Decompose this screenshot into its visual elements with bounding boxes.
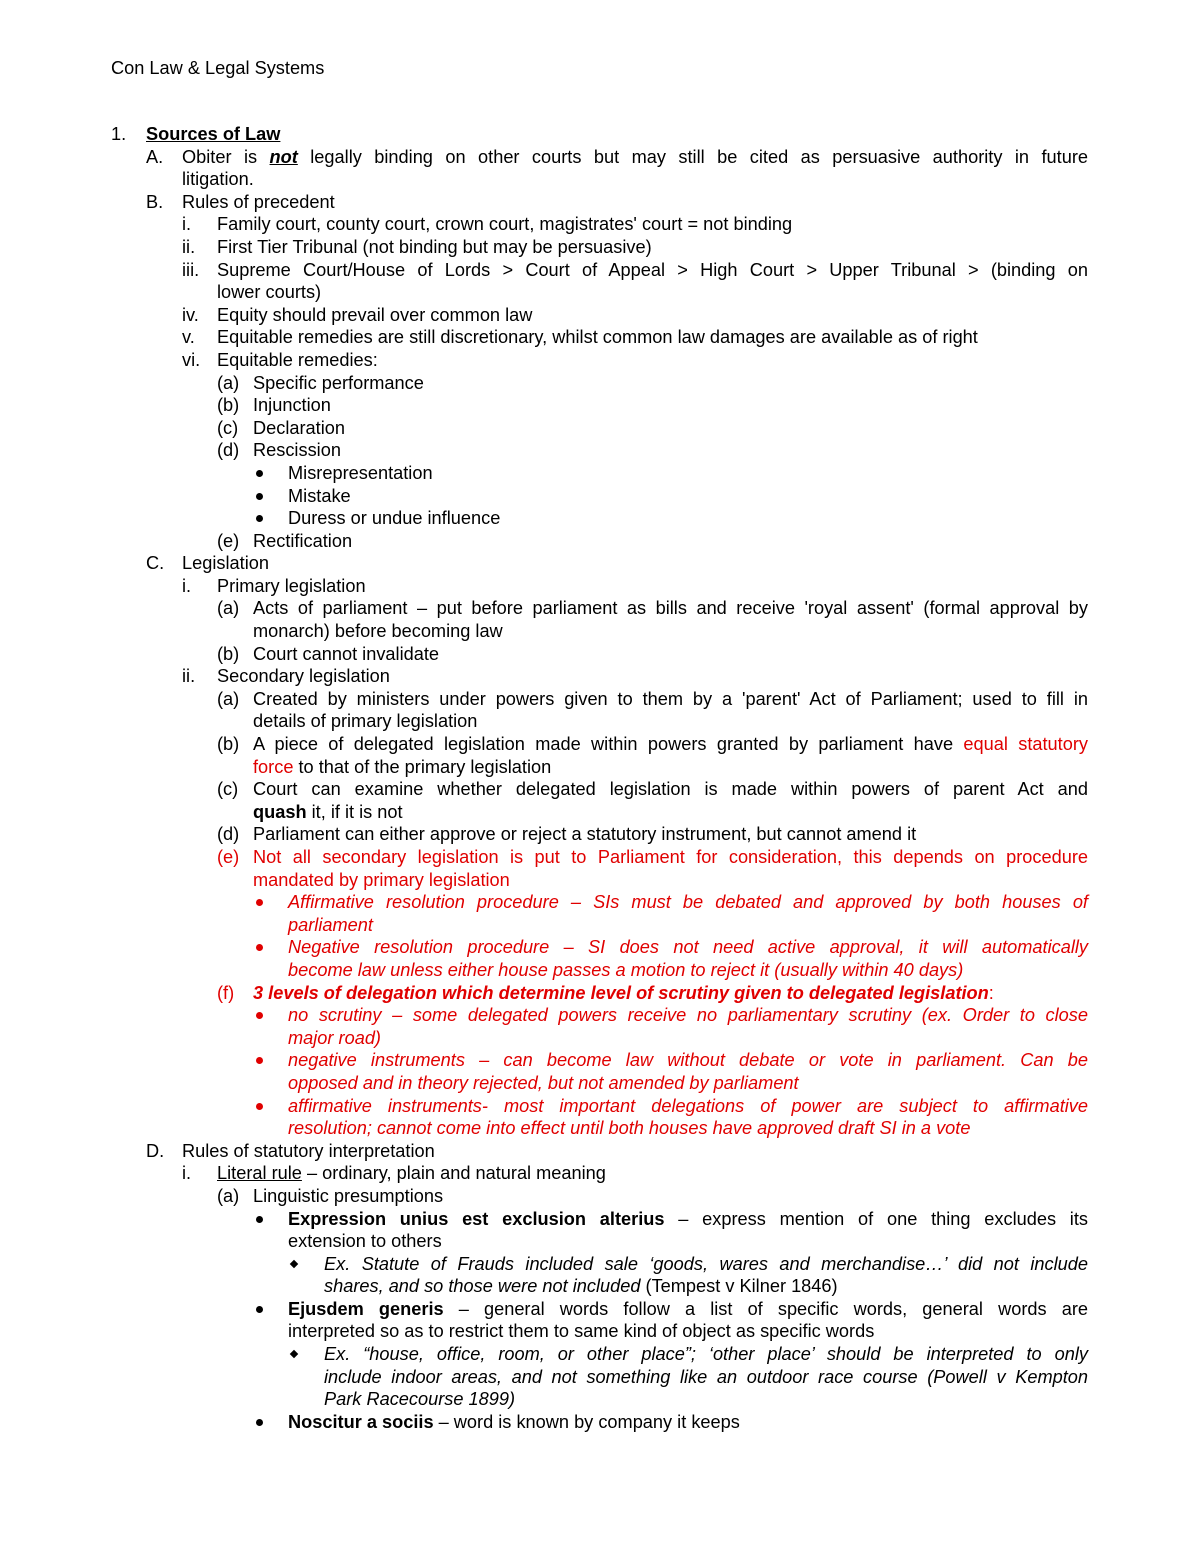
item-text: opposed and in theory rejected, but not amended by parliament bbox=[288, 1072, 799, 1093]
item-marker: i. bbox=[182, 214, 192, 235]
list-item-continuation bbox=[0, 1117, 1200, 1140]
list-item bbox=[0, 982, 1200, 1005]
list-item-continuation bbox=[0, 959, 1200, 982]
list-item bbox=[0, 688, 1200, 711]
list-item-continuation bbox=[0, 1275, 1200, 1298]
bullet-icon bbox=[256, 1306, 263, 1313]
item-text: Misrepresentation bbox=[288, 462, 433, 483]
bullet-item bbox=[0, 485, 1200, 508]
bullet-icon bbox=[256, 944, 263, 951]
item-marker: (b) bbox=[217, 734, 240, 755]
sub-bullet-item bbox=[0, 1343, 1200, 1366]
bullet-icon bbox=[256, 899, 263, 906]
item-marker: i. bbox=[182, 575, 192, 596]
text-run: to that of the primary legislation bbox=[293, 756, 552, 777]
bullet-icon bbox=[256, 470, 263, 477]
bullet-icon bbox=[256, 1419, 263, 1426]
item-marker: (d) bbox=[217, 440, 240, 461]
item-text: Negative resolution procedure – SI does not need active approval, it will automatically bbox=[288, 937, 1088, 958]
item-text: Mistake bbox=[288, 485, 351, 506]
item-marker: (a) bbox=[217, 372, 240, 393]
list-item bbox=[0, 1185, 1200, 1208]
list-item bbox=[0, 191, 1200, 214]
bold-text: Noscitur a sociis bbox=[288, 1411, 434, 1432]
list-item-continuation bbox=[0, 1388, 1200, 1411]
list-item bbox=[0, 259, 1200, 282]
item-marker: v. bbox=[182, 327, 195, 348]
item-text: First Tier Tribunal (not binding but may be persuasive) bbox=[217, 236, 652, 257]
text-run: : bbox=[988, 982, 994, 1003]
bullet-icon bbox=[256, 1103, 263, 1110]
list-item-continuation bbox=[0, 1230, 1200, 1253]
item-text: Court can examine whether delegated legislation is made within powers of parent Act and bbox=[253, 779, 1088, 800]
text-run: Obiter is bbox=[182, 146, 270, 167]
item-text: details of primary legislation bbox=[253, 711, 478, 732]
list-item bbox=[0, 372, 1200, 395]
item-text: Ex. “house, office, room, or other place”; ‘other place’ should be interpreted to only bbox=[324, 1344, 1088, 1365]
item-text: negative instruments – can become law without debate or vote in parliament. Can be bbox=[288, 1050, 1088, 1071]
list-item bbox=[0, 665, 1200, 688]
item-text: parliament bbox=[288, 914, 373, 935]
item-text: Parliament can either approve or reject a statutory instrument, but cannot amend it bbox=[253, 824, 917, 845]
item-text: resolution; cannot come into effect until both houses have approved draft SI in a vote bbox=[288, 1118, 971, 1139]
document-body bbox=[0, 123, 1200, 1433]
item-text bbox=[182, 146, 1088, 169]
item-text: become law unless either house passes a motion to reject it (usually within 40 days) bbox=[288, 959, 964, 980]
item-marker: (e) bbox=[217, 847, 240, 867]
item-text: Ex. Statute of Frauds included sale ‘goods, wares and merchandise…’ did not include bbox=[324, 1253, 1088, 1274]
bullet-item bbox=[0, 936, 1200, 959]
list-item bbox=[0, 597, 1200, 620]
item-marker: (b) bbox=[217, 643, 240, 664]
text-run: A piece of delegated legislation made within powers granted by parliament have bbox=[253, 734, 964, 755]
bullet-item bbox=[0, 462, 1200, 485]
item-text: Rules of precedent bbox=[182, 191, 335, 212]
item-text: Rescission bbox=[253, 440, 341, 461]
list-item bbox=[0, 575, 1200, 598]
item-text: Park Racecourse 1899) bbox=[324, 1389, 516, 1410]
section-number: 1. bbox=[111, 124, 127, 144]
bold-text: Ejusdem generis bbox=[288, 1298, 444, 1319]
list-item bbox=[0, 349, 1200, 372]
bullet-icon bbox=[256, 493, 263, 500]
item-text: Secondary legislation bbox=[217, 666, 390, 687]
list-item bbox=[0, 823, 1200, 846]
list-item-continuation bbox=[0, 869, 1200, 892]
text-run: – express mention of one thing excludes its bbox=[664, 1208, 1088, 1229]
item-text: Injunction bbox=[253, 395, 331, 416]
bullet-item bbox=[0, 1095, 1200, 1118]
item-text: Specific performance bbox=[253, 372, 424, 393]
list-item bbox=[0, 552, 1200, 575]
list-item bbox=[0, 530, 1200, 553]
list-item bbox=[0, 643, 1200, 666]
list-item bbox=[0, 733, 1200, 756]
section-title: Sources of Law bbox=[146, 124, 281, 144]
item-text: Equity should prevail over common law bbox=[217, 304, 533, 325]
list-item-continuation bbox=[0, 801, 1200, 824]
list-item bbox=[0, 1162, 1200, 1185]
item-text: Family court, county court, crown court, magistrates' court = not binding bbox=[217, 214, 793, 235]
list-item-continuation bbox=[0, 1366, 1200, 1389]
item-marker: ii. bbox=[182, 236, 196, 257]
item-text: Supreme Court/House of Lords > Court of Appeal > High Court > Upper Tribunal > (binding on bbox=[217, 259, 1088, 280]
item-text bbox=[253, 801, 403, 824]
item-marker: B. bbox=[146, 191, 164, 212]
text-run: – general words follow a list of specific words, general words are bbox=[443, 1298, 1088, 1319]
bullet-item bbox=[0, 1208, 1200, 1231]
page-header: Con Law & Legal Systems bbox=[111, 58, 325, 78]
item-marker: iii. bbox=[182, 259, 200, 280]
text-run: – word is known by company it keeps bbox=[433, 1411, 740, 1432]
item-marker: A. bbox=[146, 146, 164, 167]
bullet-icon bbox=[256, 1216, 263, 1223]
list-item bbox=[0, 778, 1200, 801]
list-item-continuation bbox=[0, 1027, 1200, 1050]
bold-text: 3 levels of delegation which determine level of scrutiny given to delegated legislation bbox=[253, 982, 989, 1003]
item-marker: (c) bbox=[217, 779, 239, 800]
text-run: it, if it is not bbox=[306, 801, 403, 822]
item-text: no scrutiny – some delegated powers receive no parliamentary scrutiny (ex. Order to close bbox=[288, 1005, 1088, 1026]
item-marker: (a) bbox=[217, 688, 240, 709]
item-text: interpreted so as to restrict them to same kind of object as specific words bbox=[288, 1321, 875, 1342]
diamond-bullet-icon bbox=[290, 1259, 298, 1267]
item-text: lower courts) bbox=[217, 282, 322, 303]
item-text: extension to others bbox=[288, 1231, 442, 1252]
item-text: Legislation bbox=[182, 553, 269, 574]
item-text: Not all secondary legislation is put to Parliament for consideration, this depends on procedure bbox=[253, 847, 1088, 867]
item-text bbox=[288, 1411, 740, 1434]
underlined-text: Literal rule bbox=[217, 1163, 302, 1184]
list-item-continuation bbox=[0, 1072, 1200, 1095]
bullet-item bbox=[0, 1004, 1200, 1027]
item-text: Created by ministers under powers given to them by a 'parent' Act of Parliament; used to fill in bbox=[253, 688, 1088, 709]
highlighted-text: force bbox=[253, 756, 294, 777]
item-text: Declaration bbox=[253, 417, 345, 438]
item-text bbox=[288, 1208, 1088, 1231]
list-item-continuation bbox=[0, 914, 1200, 937]
item-text: Court cannot invalidate bbox=[253, 643, 440, 664]
list-item-continuation bbox=[0, 1320, 1200, 1343]
list-item-continuation bbox=[0, 168, 1200, 191]
item-text: Primary legislation bbox=[217, 575, 366, 596]
item-text: Rectification bbox=[253, 530, 353, 551]
item-text: Equitable remedies: bbox=[217, 349, 378, 370]
bullet-icon bbox=[256, 1012, 263, 1019]
bold-text: quash bbox=[253, 801, 307, 822]
list-item-continuation bbox=[0, 620, 1200, 643]
item-text bbox=[217, 1162, 606, 1185]
bullet-item bbox=[0, 507, 1200, 530]
bullet-item bbox=[0, 1298, 1200, 1321]
item-marker: vi. bbox=[182, 349, 201, 370]
list-item bbox=[0, 326, 1200, 349]
item-text: Acts of parliament – put before parliament as bills and receive 'royal assent' (formal approval by bbox=[253, 598, 1088, 619]
item-text: mandated by primary legislation bbox=[253, 869, 510, 890]
item-marker: (b) bbox=[217, 395, 240, 416]
bullet-item bbox=[0, 1049, 1200, 1072]
list-item bbox=[0, 236, 1200, 259]
list-item bbox=[0, 439, 1200, 462]
bold-text: Expression unius est exclusion alterius bbox=[288, 1208, 665, 1229]
bullet-icon bbox=[256, 1057, 263, 1064]
list-item-continuation bbox=[0, 756, 1200, 779]
list-item bbox=[0, 213, 1200, 236]
diamond-bullet-icon bbox=[290, 1350, 298, 1358]
list-item-continuation bbox=[0, 710, 1200, 733]
item-text: include indoor areas, and not something like an outdoor race course (Powell v Kempton bbox=[324, 1366, 1088, 1387]
list-item bbox=[0, 394, 1200, 417]
item-marker: (f) bbox=[217, 982, 235, 1003]
item-marker: ii. bbox=[182, 666, 196, 687]
text-run: – ordinary, plain and natural meaning bbox=[301, 1163, 606, 1184]
item-marker: D. bbox=[146, 1140, 165, 1161]
item-text: Rules of statutory interpretation bbox=[182, 1140, 435, 1161]
item-text: affirmative instruments- most important delegations of power are subject to affirmative bbox=[288, 1095, 1088, 1116]
item-text: Linguistic presumptions bbox=[253, 1185, 444, 1206]
item-marker: (e) bbox=[217, 530, 240, 551]
item-marker: (a) bbox=[217, 1185, 240, 1206]
item-text bbox=[253, 982, 994, 1005]
item-text: Duress or undue influence bbox=[288, 508, 501, 529]
bullet-item bbox=[0, 1411, 1200, 1434]
bullet-icon bbox=[256, 515, 263, 522]
section-heading bbox=[0, 123, 1200, 146]
item-text bbox=[253, 756, 551, 779]
list-item bbox=[0, 146, 1200, 169]
text-run: shares, and so those were not included bbox=[324, 1276, 641, 1297]
text-run: legally binding on other courts but may still be cited as persuasive authority in future bbox=[297, 146, 1088, 167]
item-text: Affirmative resolution procedure – SIs must be debated and approved by both houses of bbox=[288, 892, 1088, 913]
item-text: litigation. bbox=[182, 169, 254, 190]
item-marker: (c) bbox=[217, 417, 239, 438]
bullet-item bbox=[0, 891, 1200, 914]
highlighted-text: equal statutory bbox=[963, 734, 1088, 755]
case-citation: (Tempest v Kilner 1846) bbox=[640, 1276, 838, 1297]
item-text: Equitable remedies are still discretionary, whilst common law damages are available as of right bbox=[217, 327, 978, 348]
item-marker: i. bbox=[182, 1163, 192, 1184]
list-item bbox=[0, 304, 1200, 327]
item-text: major road) bbox=[288, 1027, 381, 1048]
list-item bbox=[0, 1140, 1200, 1163]
sub-bullet-item bbox=[0, 1253, 1200, 1276]
item-text bbox=[253, 733, 1088, 756]
item-marker: C. bbox=[146, 553, 165, 574]
item-marker: iv. bbox=[182, 304, 199, 325]
emphasis-text: not bbox=[269, 146, 298, 167]
item-text: monarch) before becoming law bbox=[253, 621, 503, 642]
item-text bbox=[324, 1275, 838, 1298]
list-item bbox=[0, 846, 1200, 869]
list-item-continuation bbox=[0, 281, 1200, 304]
item-marker: (d) bbox=[217, 824, 240, 845]
item-marker: (a) bbox=[217, 598, 240, 619]
list-item bbox=[0, 417, 1200, 440]
item-text bbox=[288, 1298, 1088, 1321]
